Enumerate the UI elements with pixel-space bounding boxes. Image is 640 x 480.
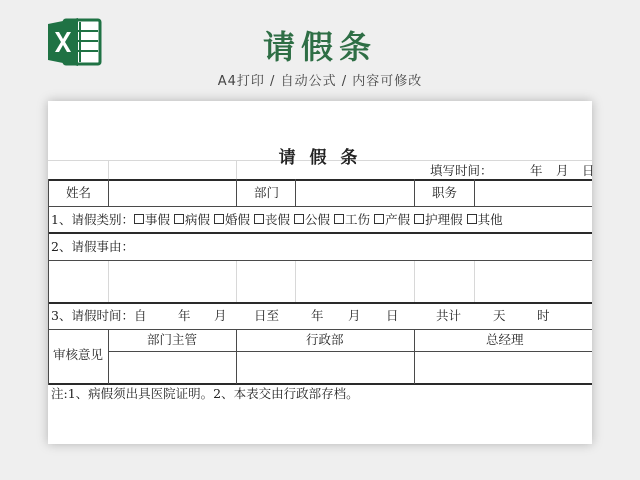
position-label: 职务 [432, 185, 458, 200]
leave-option-qita[interactable]: 其他 [467, 212, 503, 227]
checkbox-icon[interactable] [254, 214, 264, 224]
fill-time-label: 填写时间： [430, 163, 493, 178]
leave-option-shijia[interactable]: 事假 [134, 212, 170, 227]
approver-dept-head: 部门主管 [147, 332, 198, 347]
checkbox-icon[interactable] [294, 214, 304, 224]
time-month2: 月 [348, 308, 361, 323]
leave-option-chanjia[interactable]: 产假 [374, 212, 410, 227]
leave-option-gongshang[interactable]: 工伤 [334, 212, 370, 227]
leave-type-row [51, 212, 507, 228]
time-label: 3、请假时间：自 [51, 308, 147, 323]
checkbox-icon[interactable] [134, 214, 144, 224]
checkbox-icon[interactable] [467, 214, 477, 224]
name-label: 姓名 [66, 185, 92, 200]
checkbox-icon[interactable] [414, 214, 424, 224]
time-month1: 月 [214, 308, 227, 323]
time-year1: 年 [178, 308, 191, 323]
banner-title: 请假条 [262, 28, 377, 66]
spreadsheet-page [48, 101, 595, 444]
leave-option-gongjia[interactable]: 公假 [294, 212, 330, 227]
total-days: 天 [493, 308, 506, 323]
form-title: 请 假 条 [278, 148, 362, 168]
leave-option-sangjia[interactable]: 丧假 [254, 212, 290, 227]
fill-year-label: 年 [530, 163, 543, 178]
leave-option-hunjia[interactable]: 婚假 [214, 212, 250, 227]
approver-admin: 行政部 [306, 332, 344, 347]
time-day2: 日 [386, 308, 399, 323]
banner-subtitle: A4打印 / 自动公式 / 内容可修改 [217, 74, 423, 89]
checkbox-icon[interactable] [214, 214, 224, 224]
leave-option-bingjia[interactable]: 病假 [174, 212, 210, 227]
form-note: 注:1、病假须出具医院证明。2、本表交由行政部存档。 [51, 386, 359, 401]
fill-day-label: 日 [582, 163, 595, 178]
checkbox-icon[interactable] [174, 214, 184, 224]
approver-gm: 总经理 [486, 332, 524, 347]
reason-label: 2、请假事由： [51, 239, 134, 254]
dept-label: 部门 [254, 185, 280, 200]
review-label: 审核意见 [53, 347, 104, 362]
checkbox-icon[interactable] [334, 214, 344, 224]
checkbox-icon[interactable] [374, 214, 384, 224]
time-to: 日至 [254, 308, 280, 323]
leave-option-hulijia[interactable]: 护理假 [414, 212, 463, 227]
fill-month-label: 月 [556, 163, 569, 178]
total-label: 共计 [436, 308, 462, 323]
total-hours: 时 [537, 308, 550, 323]
time-year2: 年 [311, 308, 324, 323]
leave-type-label: 1、请假类别： [51, 212, 134, 227]
